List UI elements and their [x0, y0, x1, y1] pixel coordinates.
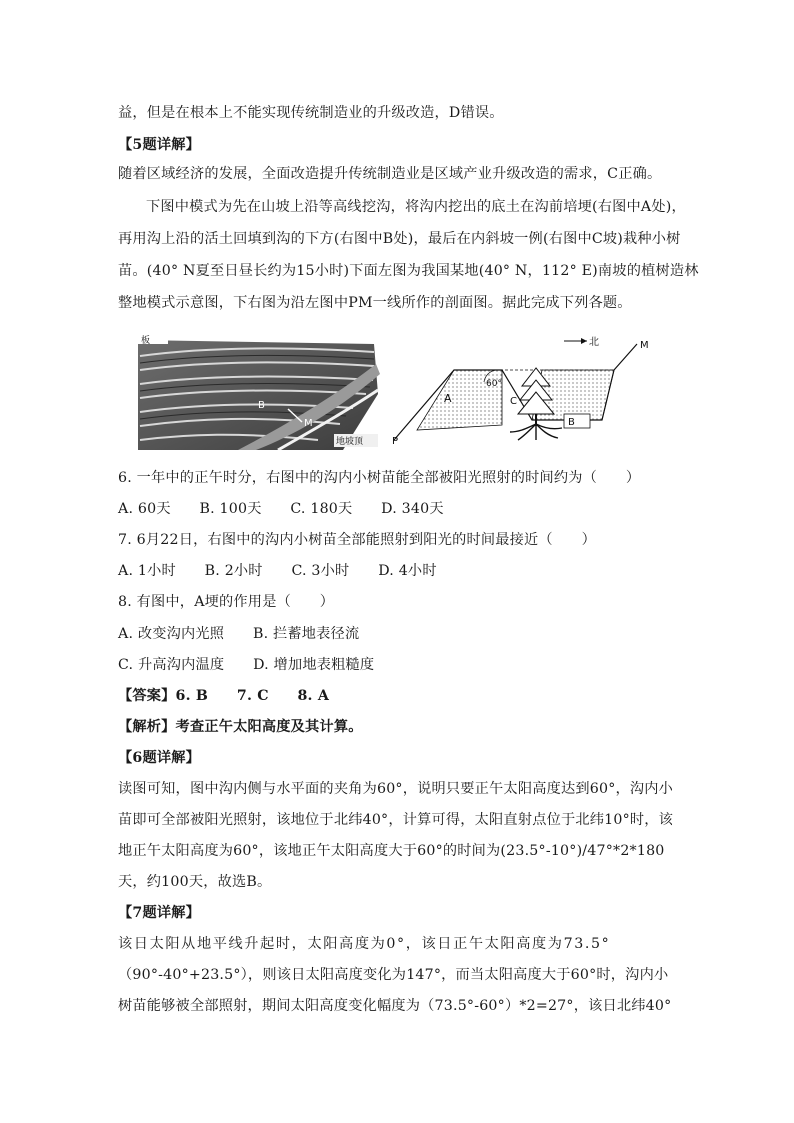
- question-8-options-ab: A. 改变沟内光照 B. 拦蓄地表径流: [118, 626, 360, 642]
- section-label-p: P: [392, 436, 399, 447]
- paragraph-line: 读图可知，图中沟内侧与水平面的夹角为60°，说明只要正午太阳高度达到60°，沟内小: [118, 781, 674, 797]
- section-label-b: B: [568, 417, 575, 428]
- question-8: 8. 有图中，A埂的作用是（ ）: [118, 594, 335, 610]
- section-heading: 【5题详解】: [118, 137, 201, 153]
- paragraph-line: 该日太阳从地平线升起时，太阳高度为0°，该日正午太阳高度为73.5°: [118, 936, 611, 952]
- slope-terrace-figure: [138, 334, 382, 450]
- section-label-c: C: [510, 396, 517, 407]
- paragraph-line: 苗。(40° N夏至日昼长约为15小时)下面左图为我国某地(40° N，112° E)南坡的植树造林: [118, 263, 699, 279]
- paragraph-line: 益，但是在根本上不能实现传统制造业的升级改造，D错误。: [118, 105, 504, 121]
- paragraph-line: 地正午太阳高度为60°，该地正午太阳高度大于60°的时间为(23.5°-10°)/47°*2*180: [118, 843, 665, 859]
- figure-label-bottom: 地坡顶: [336, 437, 364, 447]
- question-8-options-cd: C. 升高沟内温度 D. 增加地表粗糙度: [118, 657, 375, 673]
- north-arrow-label: 北: [589, 337, 599, 348]
- section-heading: 【7题详解】: [118, 905, 201, 921]
- paragraph-line: （90°-40°+23.5°），则该日太阳高度变化为147°，而当太阳高度大于60°时，沟内小: [118, 967, 669, 983]
- paragraph-line: 随着区域经济的发展，全面改造提升传统制造业是区域产业升级改造的需求，C正确。: [118, 166, 662, 182]
- angle-label: 60°: [486, 379, 502, 389]
- paragraph-line: 苗即可全部被阳光照射，该地位于北纬40°，计算可得，太阳直射点位于北纬10°时，该: [118, 812, 674, 828]
- paragraph-line: 树苗能够被全部照射，期间太阳高度变化幅度为（73.5°-60°）*2=27°，该日北纬40°: [118, 998, 672, 1014]
- question-7: 7. 6月22日，右图中的沟内小树苗全部能照射到阳光的时间最接近（ ）: [118, 532, 596, 548]
- answer-line: 【答案】6. B 7. C 8. A: [118, 688, 330, 704]
- analysis-line: 【解析】考查正午太阳高度及其计算。: [118, 719, 363, 735]
- paragraph-line: 再用沟上沿的活土回填到沟的下方(右图中B处)，最后在内斜坡一例(右图中C坡)栽种小树: [118, 231, 681, 247]
- figure-label-b: B: [258, 400, 265, 411]
- figure-label-m: M: [304, 418, 313, 429]
- cross-section-figure: [392, 330, 682, 448]
- question-7-options: A. 1小时 B. 2小时 C. 3小时 D. 4小时: [118, 563, 437, 579]
- paragraph-line: 天，约100天，故选B。: [118, 874, 272, 890]
- section-label-m: M: [640, 340, 649, 351]
- question-6: 6. 一年中的正午时分，右图中的沟内小树苗能全部被阳光照射的时间约为（ ）: [118, 470, 641, 486]
- section-heading: 【6题详解】: [118, 750, 201, 766]
- paragraph-line: 下图中模式为先在山坡上沿等高线挖沟，将沟内挖出的底土在沟前培埂(右图中A处)，: [146, 199, 686, 215]
- paragraph-line: 整地模式示意图，下右图为沿左图中PM一线所作的剖面图。据此完成下列各题。: [118, 295, 632, 311]
- figure-label-top: 板: [141, 336, 151, 346]
- question-6-options: A. 60天 B. 100天 C. 180天 D. 340天: [118, 501, 444, 517]
- section-label-a: A: [444, 392, 452, 405]
